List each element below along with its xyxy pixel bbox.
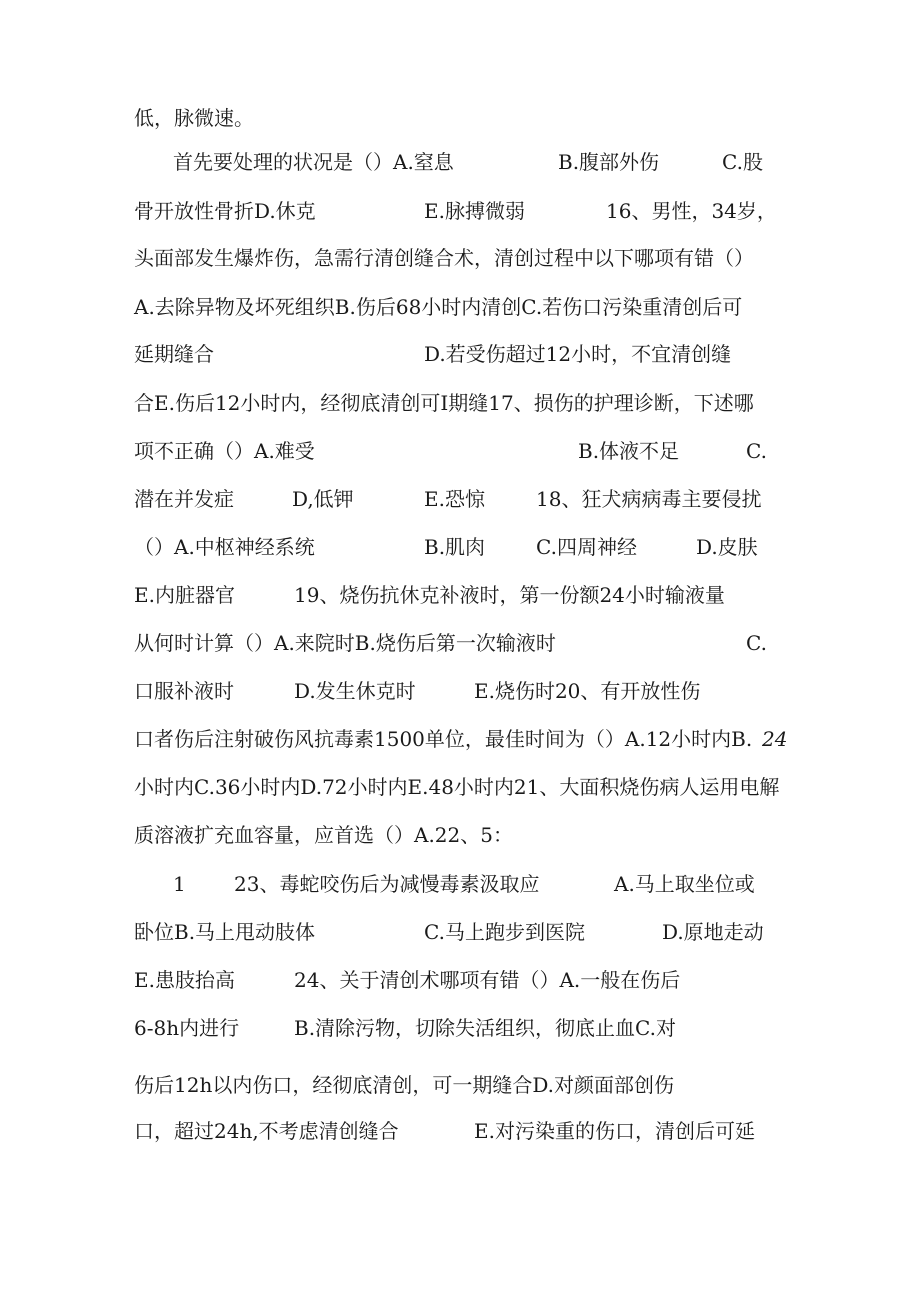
text-segment: A.去除异物及坏死组织B.伤后68小时内清创C.若伤口污染重清创后可 [134, 295, 743, 319]
text-segment: 19、烧伤抗休克补液时，第一份额24小时输液量 [294, 583, 725, 607]
text-segment: E.内脏器官 [134, 583, 235, 607]
text-segment: 23、毒蛇咬伤后为减慢毒素汲取应 [234, 872, 540, 896]
text-line [0, 628, 920, 658]
text-segment: 16、男性，34岁， [606, 199, 777, 223]
text-segment: E.烧伤时20、有开放性伤 [474, 679, 701, 703]
text-segment: D.皮肤 [696, 535, 758, 559]
text-segment: 小时内C.36小时内D.72小时内E.48小时内21、大面积烧伤病人运用电解 [134, 775, 780, 799]
text-segment: E.恐惊 [424, 487, 485, 511]
text-segment: C.股 [722, 150, 763, 174]
text-segment: 首先要处理的状况是（）A.窒息 [173, 150, 454, 174]
text-segment: 口者伤后注射破伤风抗毒素1500单位，最佳时间为（）A.12小时内B. [134, 727, 753, 751]
text-segment: A.马上取坐位或 [614, 872, 755, 896]
text-segment: C. [746, 439, 767, 463]
text-segment: B.体液不足 [578, 439, 680, 463]
text-line [0, 1013, 920, 1043]
text-segment: 头面部发生爆炸伤，急需行清创缝合术，清创过程中以下哪项有错（） [134, 246, 754, 270]
text-segment: 口，超过24h,不考虑清创缝合 [134, 1119, 399, 1143]
text-line [0, 724, 920, 754]
text-segment: E.对污染重的伤口，清创后可延 [474, 1119, 755, 1143]
text-line [0, 580, 920, 610]
text-segment: B.肌肉 [424, 535, 486, 559]
text-line [0, 292, 920, 322]
text-segment: B.腹部外伤 [558, 150, 660, 174]
text-segment: 延期缝合 [134, 342, 214, 366]
text-segment: D.原地走动 [662, 920, 764, 944]
text-segment: D.发生休克时 [294, 679, 416, 703]
text-segment: 6-8h内进行 [134, 1016, 240, 1040]
text-segment: 合E.伤后12小时内，经彻底清创可I期缝17、损伤的护理诊断，下述哪 [134, 391, 754, 415]
text-line [0, 243, 920, 273]
text-segment: 潜在并发症 [134, 487, 234, 511]
text-segment: 24、关于清创术哪项有错（）A.一般在伤后 [294, 968, 681, 992]
text-segment: 1 [173, 872, 186, 896]
text-segment: 项不正确（）A.难受 [134, 439, 315, 463]
text-segment: 低，脉微速。 [134, 106, 254, 130]
text-line [0, 1116, 920, 1146]
text-segment: C. [746, 631, 767, 655]
text-line [0, 820, 920, 850]
text-line [0, 484, 920, 514]
text-line [0, 772, 920, 802]
text-line [0, 436, 920, 466]
text-segment: 从何时计算（）A.来院时B.烧伤后第一次输液时 [134, 631, 556, 655]
text-line [0, 147, 920, 177]
text-segment: 24 [762, 727, 788, 751]
text-segment: 质溶液扩充血容量，应首选（）A.22、5： [134, 823, 513, 847]
text-segment: E.脉搏微弱 [424, 199, 525, 223]
text-line [0, 869, 920, 899]
text-segment: D.若受伤超过12小时，不宜清创缝 [424, 342, 732, 366]
text-line [0, 196, 920, 226]
text-segment: C.四周神经 [536, 535, 637, 559]
text-segment: 骨开放性骨折D.休克 [134, 199, 316, 223]
text-segment: 卧位B.马上甩动肢体 [134, 920, 316, 944]
text-line [0, 532, 920, 562]
text-line [0, 917, 920, 947]
text-line [0, 339, 920, 369]
text-segment: E.患肢抬高 [134, 968, 235, 992]
text-segment: （）A.中枢神经系统 [134, 535, 315, 559]
text-segment: D,低钾 [292, 487, 354, 511]
text-line [0, 965, 920, 995]
text-segment: C.马上跑步到医院 [424, 920, 585, 944]
text-line [0, 676, 920, 706]
text-segment: 伤后12h以内伤口，经彻底清创，可一期缝合D.对颜面部创伤 [134, 1073, 675, 1097]
text-line [0, 103, 920, 133]
text-line [0, 388, 920, 418]
text-line [0, 1070, 920, 1100]
text-segment: 18、狂犬病病毒主要侵扰 [536, 487, 762, 511]
text-segment: 口服补液时 [134, 679, 234, 703]
text-segment: B.清除污物，切除失活组织，彻底止血C.对 [294, 1016, 677, 1040]
